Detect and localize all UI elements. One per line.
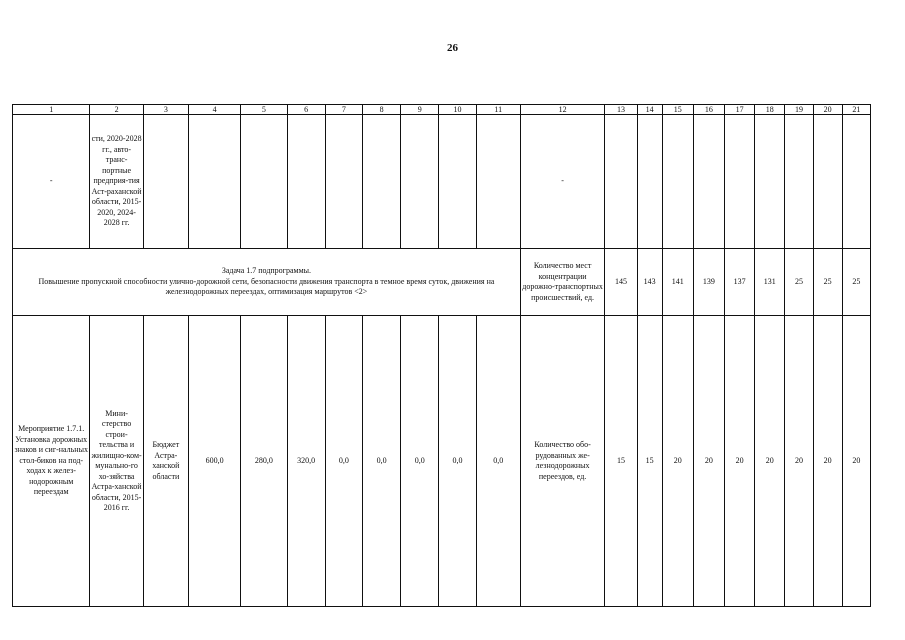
- empty-cell: [325, 115, 362, 249]
- column-header: 21: [842, 105, 870, 115]
- empty-cell: [241, 115, 287, 249]
- measure-row: [13, 316, 871, 607]
- indicator-value: 20: [693, 316, 724, 607]
- funding-amount: 0,0: [401, 316, 439, 607]
- column-header: 7: [325, 105, 362, 115]
- funding-amount: 0,0: [476, 316, 520, 607]
- funding-source: Бюджет Астра-ханской области: [143, 316, 188, 607]
- indicator-value: 25: [785, 249, 813, 316]
- task-row: [13, 249, 871, 316]
- indicator-value: 20: [662, 316, 693, 607]
- column-header: 16: [693, 105, 724, 115]
- column-header: 10: [439, 105, 476, 115]
- column-header: 19: [785, 105, 813, 115]
- column-header: 6: [287, 105, 325, 115]
- column-header: 1: [13, 105, 90, 115]
- cell-dash: -: [13, 115, 90, 249]
- column-header: 17: [725, 105, 755, 115]
- empty-cell: [813, 115, 842, 249]
- indicator-value: 20: [785, 316, 813, 607]
- continuation-row: [13, 115, 871, 249]
- funding-amount: 280,0: [241, 316, 287, 607]
- empty-cell: [401, 115, 439, 249]
- indicator-value: 20: [842, 316, 870, 607]
- funding-amount: 0,0: [439, 316, 476, 607]
- measure-executor: Мини-стерство строи-тельства и жилищно-ком-мунально-го хо-зяйства Астра-ханской области, 2015-2016 гг.: [90, 316, 143, 607]
- empty-cell: [785, 115, 813, 249]
- indicator-value: 15: [637, 316, 662, 607]
- indicator-value: 20: [725, 316, 755, 607]
- empty-cell: [725, 115, 755, 249]
- task-indicator: Количество мест концентрации дорожно-транспортных происшествий, ед.: [520, 249, 604, 316]
- column-header: 4: [188, 105, 240, 115]
- indicator-value: 145: [605, 249, 637, 316]
- task-text: Повышение пропускной способности улично-дорожной сети, безопасности движения транспорта в темное время суток, движения на железнодорожных переездах, оптимизация маршрутов <2>: [38, 276, 495, 297]
- indicator-value: 137: [725, 249, 755, 316]
- indicator-value: 25: [842, 249, 870, 316]
- task-description: [13, 249, 521, 316]
- column-header: 9: [401, 105, 439, 115]
- indicator-value: 20: [755, 316, 785, 607]
- cell-dash: -: [520, 115, 604, 249]
- column-header: 14: [637, 105, 662, 115]
- empty-cell: [439, 115, 476, 249]
- indicator-value: 141: [662, 249, 693, 316]
- task-title: Задача 1.7 подпрограммы.: [221, 266, 312, 276]
- empty-cell: [287, 115, 325, 249]
- measure-indicator: Количество обо-рудованных же-лезнодорожных переездов, ед.: [520, 316, 604, 607]
- empty-cell: [693, 115, 724, 249]
- column-number-row: [13, 105, 871, 115]
- page-number: 26: [447, 42, 458, 54]
- funding-amount: 0,0: [325, 316, 362, 607]
- indicator-value: 15: [605, 316, 637, 607]
- indicator-value: 20: [813, 316, 842, 607]
- empty-cell: [476, 115, 520, 249]
- column-header: 2: [90, 105, 143, 115]
- funding-amount: 320,0: [287, 316, 325, 607]
- empty-cell: [637, 115, 662, 249]
- indicator-value: 25: [813, 249, 842, 316]
- empty-cell: [842, 115, 870, 249]
- indicator-value: 139: [693, 249, 724, 316]
- column-header: 11: [476, 105, 520, 115]
- empty-cell: [605, 115, 637, 249]
- column-header: 15: [662, 105, 693, 115]
- empty-cell: [143, 115, 188, 249]
- indicator-value: 143: [637, 249, 662, 316]
- column-header: 13: [605, 105, 637, 115]
- column-header: 20: [813, 105, 842, 115]
- program-table: [12, 104, 871, 607]
- executor-continuation: сти, 2020-2028 гг., авто-транс-портные предприя-тия Аст-раханской области, 2015-2020, 2024-2028 гг.: [90, 115, 143, 249]
- column-header: 3: [143, 105, 188, 115]
- funding-amount: 0,0: [362, 316, 400, 607]
- measure-name: Мероприятие 1.7.1. Установка дорожных знаков и сиг-нальных стол-биков на под-ходах к желез-нодорожным переездам: [13, 316, 90, 607]
- column-header: 12: [520, 105, 604, 115]
- column-header: 18: [755, 105, 785, 115]
- indicator-value: 131: [755, 249, 785, 316]
- funding-amount: 600,0: [188, 316, 240, 607]
- empty-cell: [188, 115, 240, 249]
- empty-cell: [362, 115, 400, 249]
- column-header: 8: [362, 105, 400, 115]
- empty-cell: [662, 115, 693, 249]
- column-header: 5: [241, 105, 287, 115]
- empty-cell: [755, 115, 785, 249]
